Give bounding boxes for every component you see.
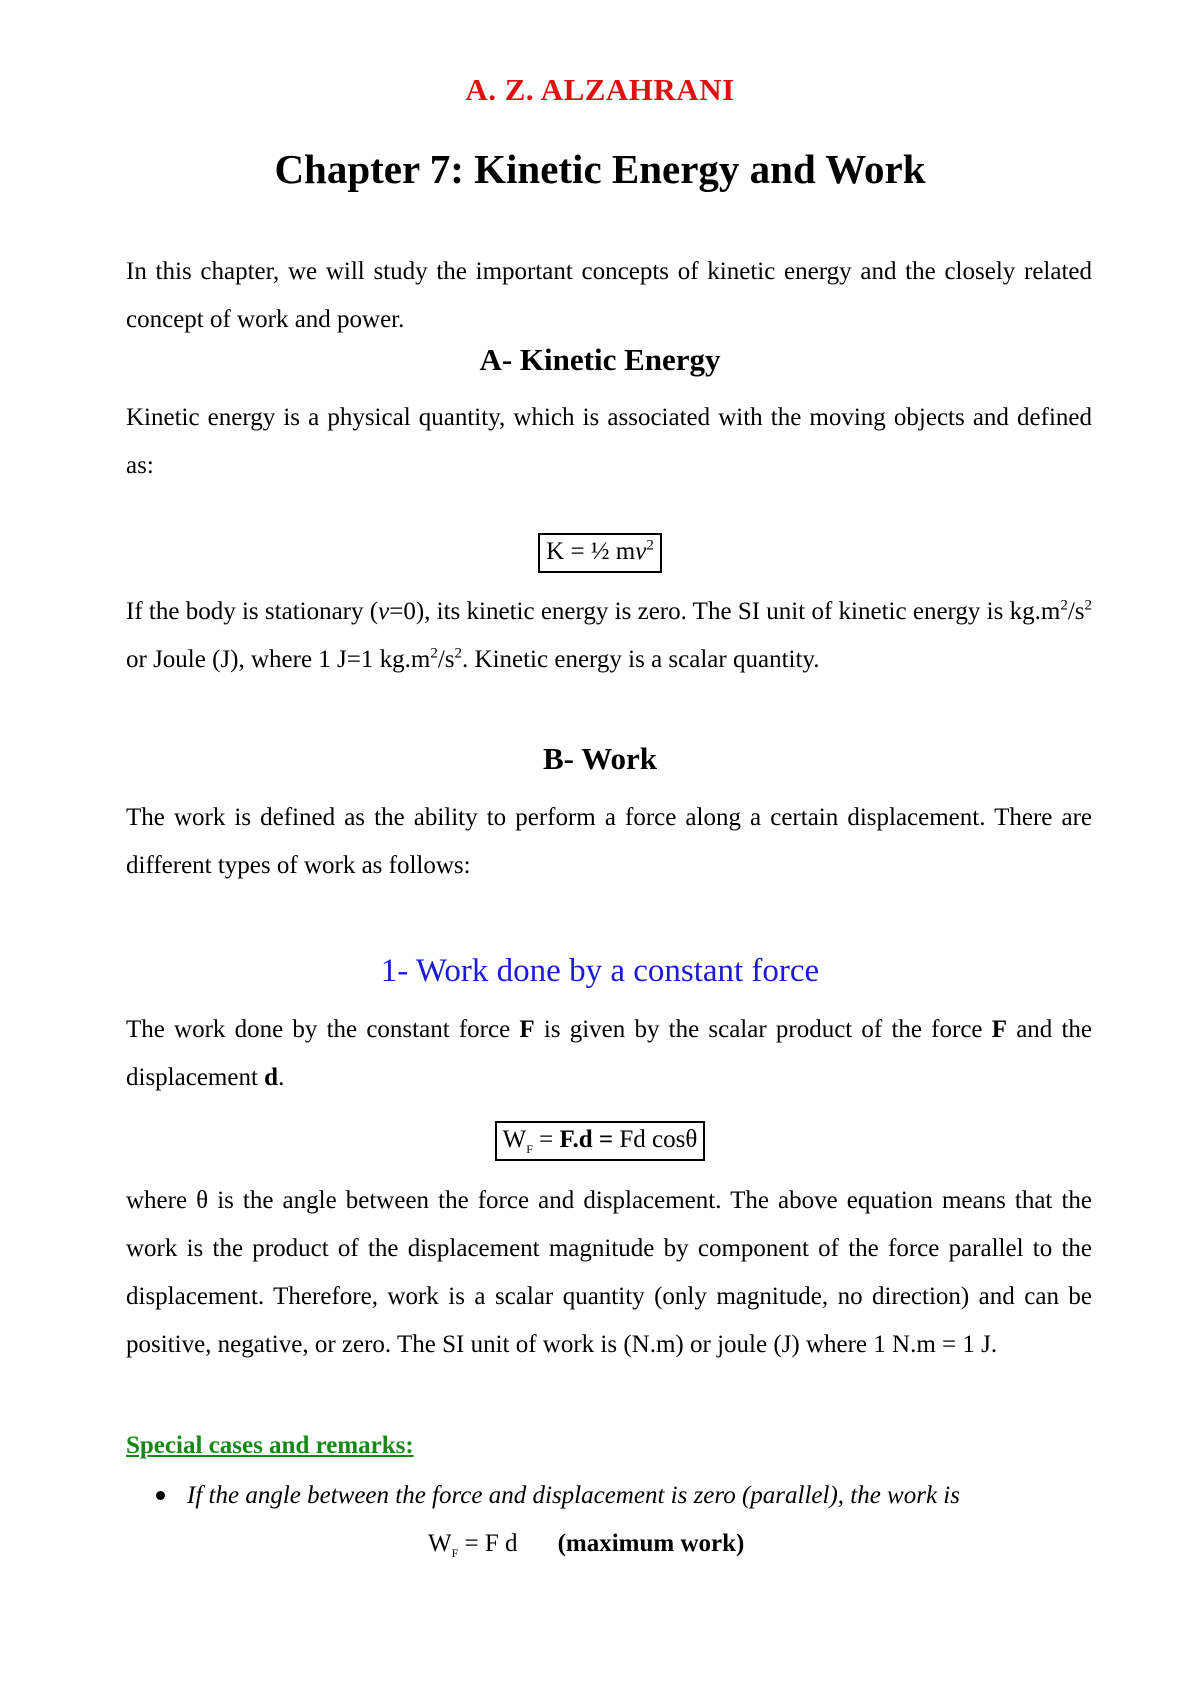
section-a-heading: A- Kinetic Energy (479, 342, 721, 377)
superscript: 2 (454, 645, 463, 662)
bold-run: = (592, 1126, 620, 1153)
text-run: = (532, 1126, 560, 1153)
text-run: /s (1067, 598, 1085, 625)
text-run: The work done by the constant force (126, 1016, 520, 1043)
text-run: . (278, 1064, 285, 1091)
subscript: F (451, 1546, 459, 1560)
text-run: or Joule (J), where 1 J=1 kg.m (126, 646, 431, 673)
text-run: W (428, 1530, 452, 1557)
text-run: and the displacement (126, 1016, 1093, 1091)
section-b-heading: B- Work (543, 741, 657, 776)
superscript: 2 (1060, 597, 1068, 614)
text-run: is given by the scalar product of the force (534, 1016, 992, 1043)
text-run: = F d (458, 1530, 518, 1557)
formula-box-work (495, 1121, 706, 1161)
bullet-item (156, 1482, 1092, 1510)
ke-formula-var: v (635, 538, 647, 565)
text-run: . Kinetic energy is a scalar quantity. (462, 646, 820, 673)
subscript: F (526, 1142, 533, 1156)
bold-run: d (264, 1064, 279, 1091)
ke-formula-text: K = ½ m (546, 538, 636, 565)
kinetic-energy-formula (0, 533, 1200, 573)
work-definition-paragraph: The work is defined as the ability to perform a force along a certain displacement. There are different types of work as follows: (126, 804, 1092, 879)
text-run: /s (437, 646, 455, 673)
bold-run: F (991, 1016, 1007, 1043)
subsection-1-heading: 1- Work done by a constant force (380, 953, 820, 989)
special-cases-heading: Special cases and remarks: (126, 1432, 414, 1459)
maximum-work-note: (maximum work) (557, 1530, 745, 1557)
superscript: 2 (430, 645, 438, 662)
formula-box-ke (538, 533, 662, 573)
chapter-title: Chapter 7: Kinetic Energy and Work (274, 146, 926, 192)
text-run: If the body is stationary ( (126, 598, 379, 625)
bold-run: F (519, 1016, 535, 1043)
work-explanation-paragraph: where θ is the angle between the force and displacement. The above equation means that the work is the product of the displacement magnitude by component of the force parallel to the displacement. Therefore, work is a scalar quantity (only magnitude, no direction) and can be positive, negative, or zero. The SI unit of work is (N.m) or joule (J) where 1 N.m = 1 J. (126, 1187, 1092, 1358)
intro-paragraph: In this chapter, we will study the important concepts of kinetic energy and the closely related concept of work and power. (126, 258, 1092, 333)
text-run: Fd cosθ (619, 1126, 698, 1153)
text-run: v (378, 598, 390, 625)
kinetic-energy-units-paragraph (126, 588, 1092, 684)
kinetic-energy-definition: Kinetic energy is a physical quantity, which is associated with the moving objects and defined as: (126, 404, 1092, 479)
bullet-icon (156, 1491, 165, 1500)
author-name: A. Z. ALZAHRANI (465, 72, 735, 107)
constant-force-paragraph (126, 1006, 1092, 1102)
ke-formula-exp: 2 (646, 537, 654, 554)
bullet-text: If the angle between the force and displacement is zero (parallel), the work is (187, 1482, 960, 1509)
text-run: =0), its kinetic energy is zero. The SI unit of kinetic energy is kg.m (389, 598, 1061, 625)
work-formula (0, 1121, 1200, 1161)
maximum-work-formula (428, 1530, 744, 1558)
text-run: W (502, 1126, 527, 1153)
superscript: 2 (1084, 597, 1092, 614)
bold-run: F.d (559, 1126, 593, 1153)
